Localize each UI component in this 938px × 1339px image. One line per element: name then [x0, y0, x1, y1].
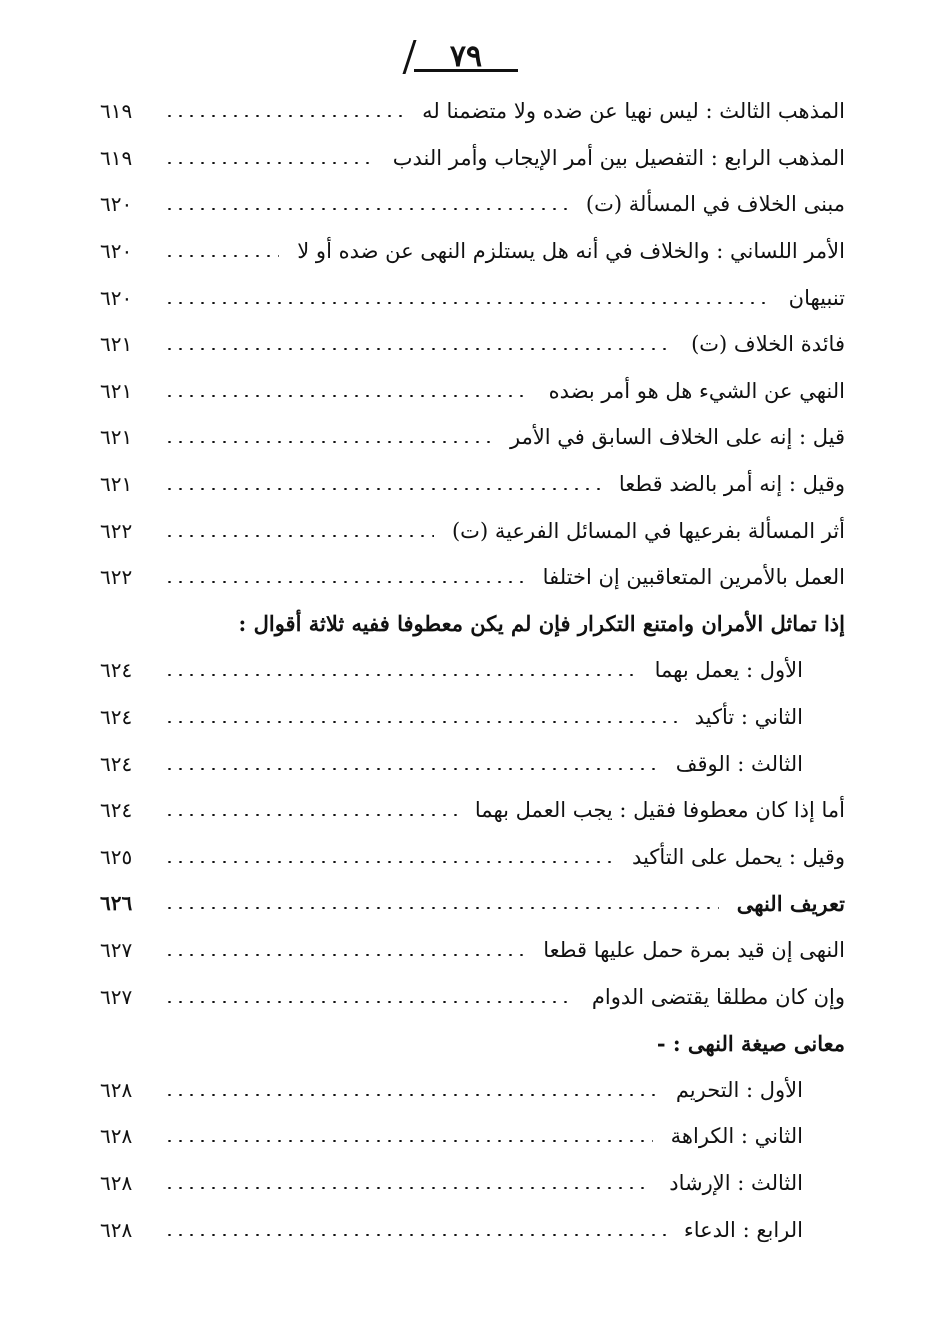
- toc-entry-page: ٦٢٠: [100, 192, 133, 217]
- dot-leader: [164, 674, 637, 676]
- dot-leader: [164, 1140, 653, 1142]
- toc-entry: [100, 694, 845, 741]
- toc-entry-page: ٦٢٧: [100, 984, 133, 1009]
- toc-entry-title: الأمر اللساني : والخلاف في أنه هل يستلزم النهى عن ضده أو لا: [297, 239, 845, 264]
- toc-entry-title: معانى صيغة النهى : -: [656, 1030, 845, 1056]
- toc-entry-page: ٦٢٢: [100, 518, 133, 543]
- toc-entry: [100, 181, 845, 228]
- toc-entry: [100, 1160, 845, 1207]
- toc-entry-title: العمل بالأمرين المتعاقبين إن اختلفا: [542, 565, 845, 590]
- toc-entry-page: ٦٢٧: [100, 937, 133, 962]
- toc-entry-title: أثر المسألة بفرعيها في المسائل الفرعية (ت): [451, 518, 845, 543]
- dot-leader: [164, 535, 434, 537]
- toc-entry: [100, 1020, 845, 1067]
- toc-entry-page: ٦٢٤: [100, 798, 133, 823]
- toc-entry-page: ٦٢٠: [100, 285, 133, 310]
- toc-entry: [100, 507, 845, 554]
- dot-leader: [164, 1234, 666, 1236]
- dot-leader: [164, 348, 673, 350]
- toc-entry-page: ٦٢٨: [100, 1077, 133, 1102]
- toc-entry-page: ٦١٩: [100, 145, 133, 170]
- toc-entry-page: ٦٢٨: [100, 1170, 133, 1195]
- toc-entry: [100, 740, 845, 787]
- table-of-contents: [100, 88, 845, 1253]
- toc-entry-page: ٦٢٠: [100, 239, 133, 264]
- toc-entry: [100, 461, 845, 508]
- toc-entry-title: الرابع : الدعاء: [683, 1217, 803, 1242]
- toc-entry-title: الثاني : تأكيد: [694, 705, 803, 730]
- toc-entry-page: ٦٢١: [100, 425, 133, 450]
- dot-leader: [164, 302, 771, 304]
- dot-leader: [164, 488, 601, 490]
- toc-entry: [100, 228, 845, 275]
- dot-leader: [164, 907, 719, 909]
- toc-entry-page: ٦٢٦: [100, 891, 133, 916]
- toc-entry-title: النهى إن قيد بمرة حمل عليها قطعا: [543, 937, 845, 962]
- toc-entry: [100, 1066, 845, 1113]
- toc-entry: [100, 601, 845, 648]
- dot-leader: [164, 581, 525, 583]
- toc-entry-page: ٦٢١: [100, 472, 133, 497]
- toc-entry-title: المذهب الرابع : التفصيل بين أمر الإيجاب وأمر الندب: [392, 145, 845, 170]
- toc-entry-title: إذا تماثل الأمران وامتنع التكرار فإن لم يكن معطوفا ففيه ثلاثة أقوال :: [238, 611, 845, 637]
- toc-entry: [100, 88, 845, 135]
- toc-entry-title: فائدة الخلاف (ت): [691, 332, 845, 357]
- dot-leader: [164, 1001, 574, 1003]
- dot-leader: [164, 954, 525, 956]
- toc-entry: [100, 1113, 845, 1160]
- toc-entry-page: ٦٢٤: [100, 658, 133, 683]
- dot-leader: [164, 861, 614, 863]
- toc-entry-title: قيل : إنه على الخلاف السابق في الأمر: [509, 425, 845, 450]
- toc-entry-title: تنبيهان: [788, 285, 845, 310]
- dot-leader: [164, 162, 375, 164]
- toc-entry: [100, 1206, 845, 1253]
- toc-entry-title: الثالث : الإرشاد: [669, 1170, 803, 1195]
- dot-leader: [164, 208, 568, 210]
- toc-entry-title: مبنى الخلاف في المسألة (ت): [585, 192, 845, 217]
- toc-entry-page: ٦٢٤: [100, 751, 133, 776]
- toc-entry-title: الثالث : الوقف: [675, 751, 803, 776]
- toc-entry-page: ٦٢٢: [100, 565, 133, 590]
- toc-entry: [100, 368, 845, 415]
- toc-entry: [100, 647, 845, 694]
- dot-leader: [164, 721, 677, 723]
- toc-entry: [100, 834, 845, 881]
- dot-leader: [164, 441, 492, 443]
- toc-entry-page: ٦٢٨: [100, 1217, 133, 1242]
- dot-leader: [164, 395, 531, 397]
- toc-entry-title: الأول : يعمل بهما: [654, 658, 803, 683]
- toc-entry: [100, 554, 845, 601]
- toc-entry: [100, 973, 845, 1020]
- toc-entry: [100, 274, 845, 321]
- toc-entry-title: وإن كان مطلقا يقتضى الدوام: [591, 984, 845, 1009]
- toc-entry-title: النهي عن الشيء هل هو أمر بضده: [548, 378, 845, 403]
- dot-leader: [164, 768, 658, 770]
- toc-entry: [100, 880, 845, 927]
- toc-entry-title: تعريف النهى: [736, 890, 845, 916]
- dot-leader: [164, 1094, 658, 1096]
- toc-entry: [100, 414, 845, 461]
- dot-leader: [164, 255, 279, 257]
- toc-entry-title: وقيل : يحمل على التأكيد: [632, 844, 845, 869]
- dot-leader: [164, 115, 404, 117]
- dot-leader: [164, 814, 457, 816]
- toc-entry-title: أما إذا كان معطوفا فقيل : يجب العمل بهما: [474, 798, 845, 823]
- toc-entry: [100, 927, 845, 974]
- toc-entry-title: المذهب الثالث : ليس نهيا عن ضده ولا متضمنا له: [422, 99, 845, 124]
- toc-entry-page: ٦٢١: [100, 332, 133, 357]
- toc-entry-page: ٦٢٨: [100, 1124, 133, 1149]
- page-number: ٧٩: [408, 38, 524, 76]
- toc-entry-page: ٦٢١: [100, 378, 133, 403]
- toc-entry-title: وقيل : إنه أمر بالضد قطعا: [618, 472, 845, 497]
- toc-entry: [100, 787, 845, 834]
- toc-entry-title: الثاني : الكراهة: [670, 1124, 803, 1149]
- toc-entry-page: ٦١٩: [100, 99, 133, 124]
- toc-entry-title: الأول : التحريم: [675, 1077, 803, 1102]
- toc-entry-page: ٦٢٥: [100, 844, 133, 869]
- toc-entry: [100, 321, 845, 368]
- dot-leader: [164, 1187, 651, 1189]
- toc-entry-page: ٦٢٤: [100, 705, 133, 730]
- toc-entry: [100, 135, 845, 182]
